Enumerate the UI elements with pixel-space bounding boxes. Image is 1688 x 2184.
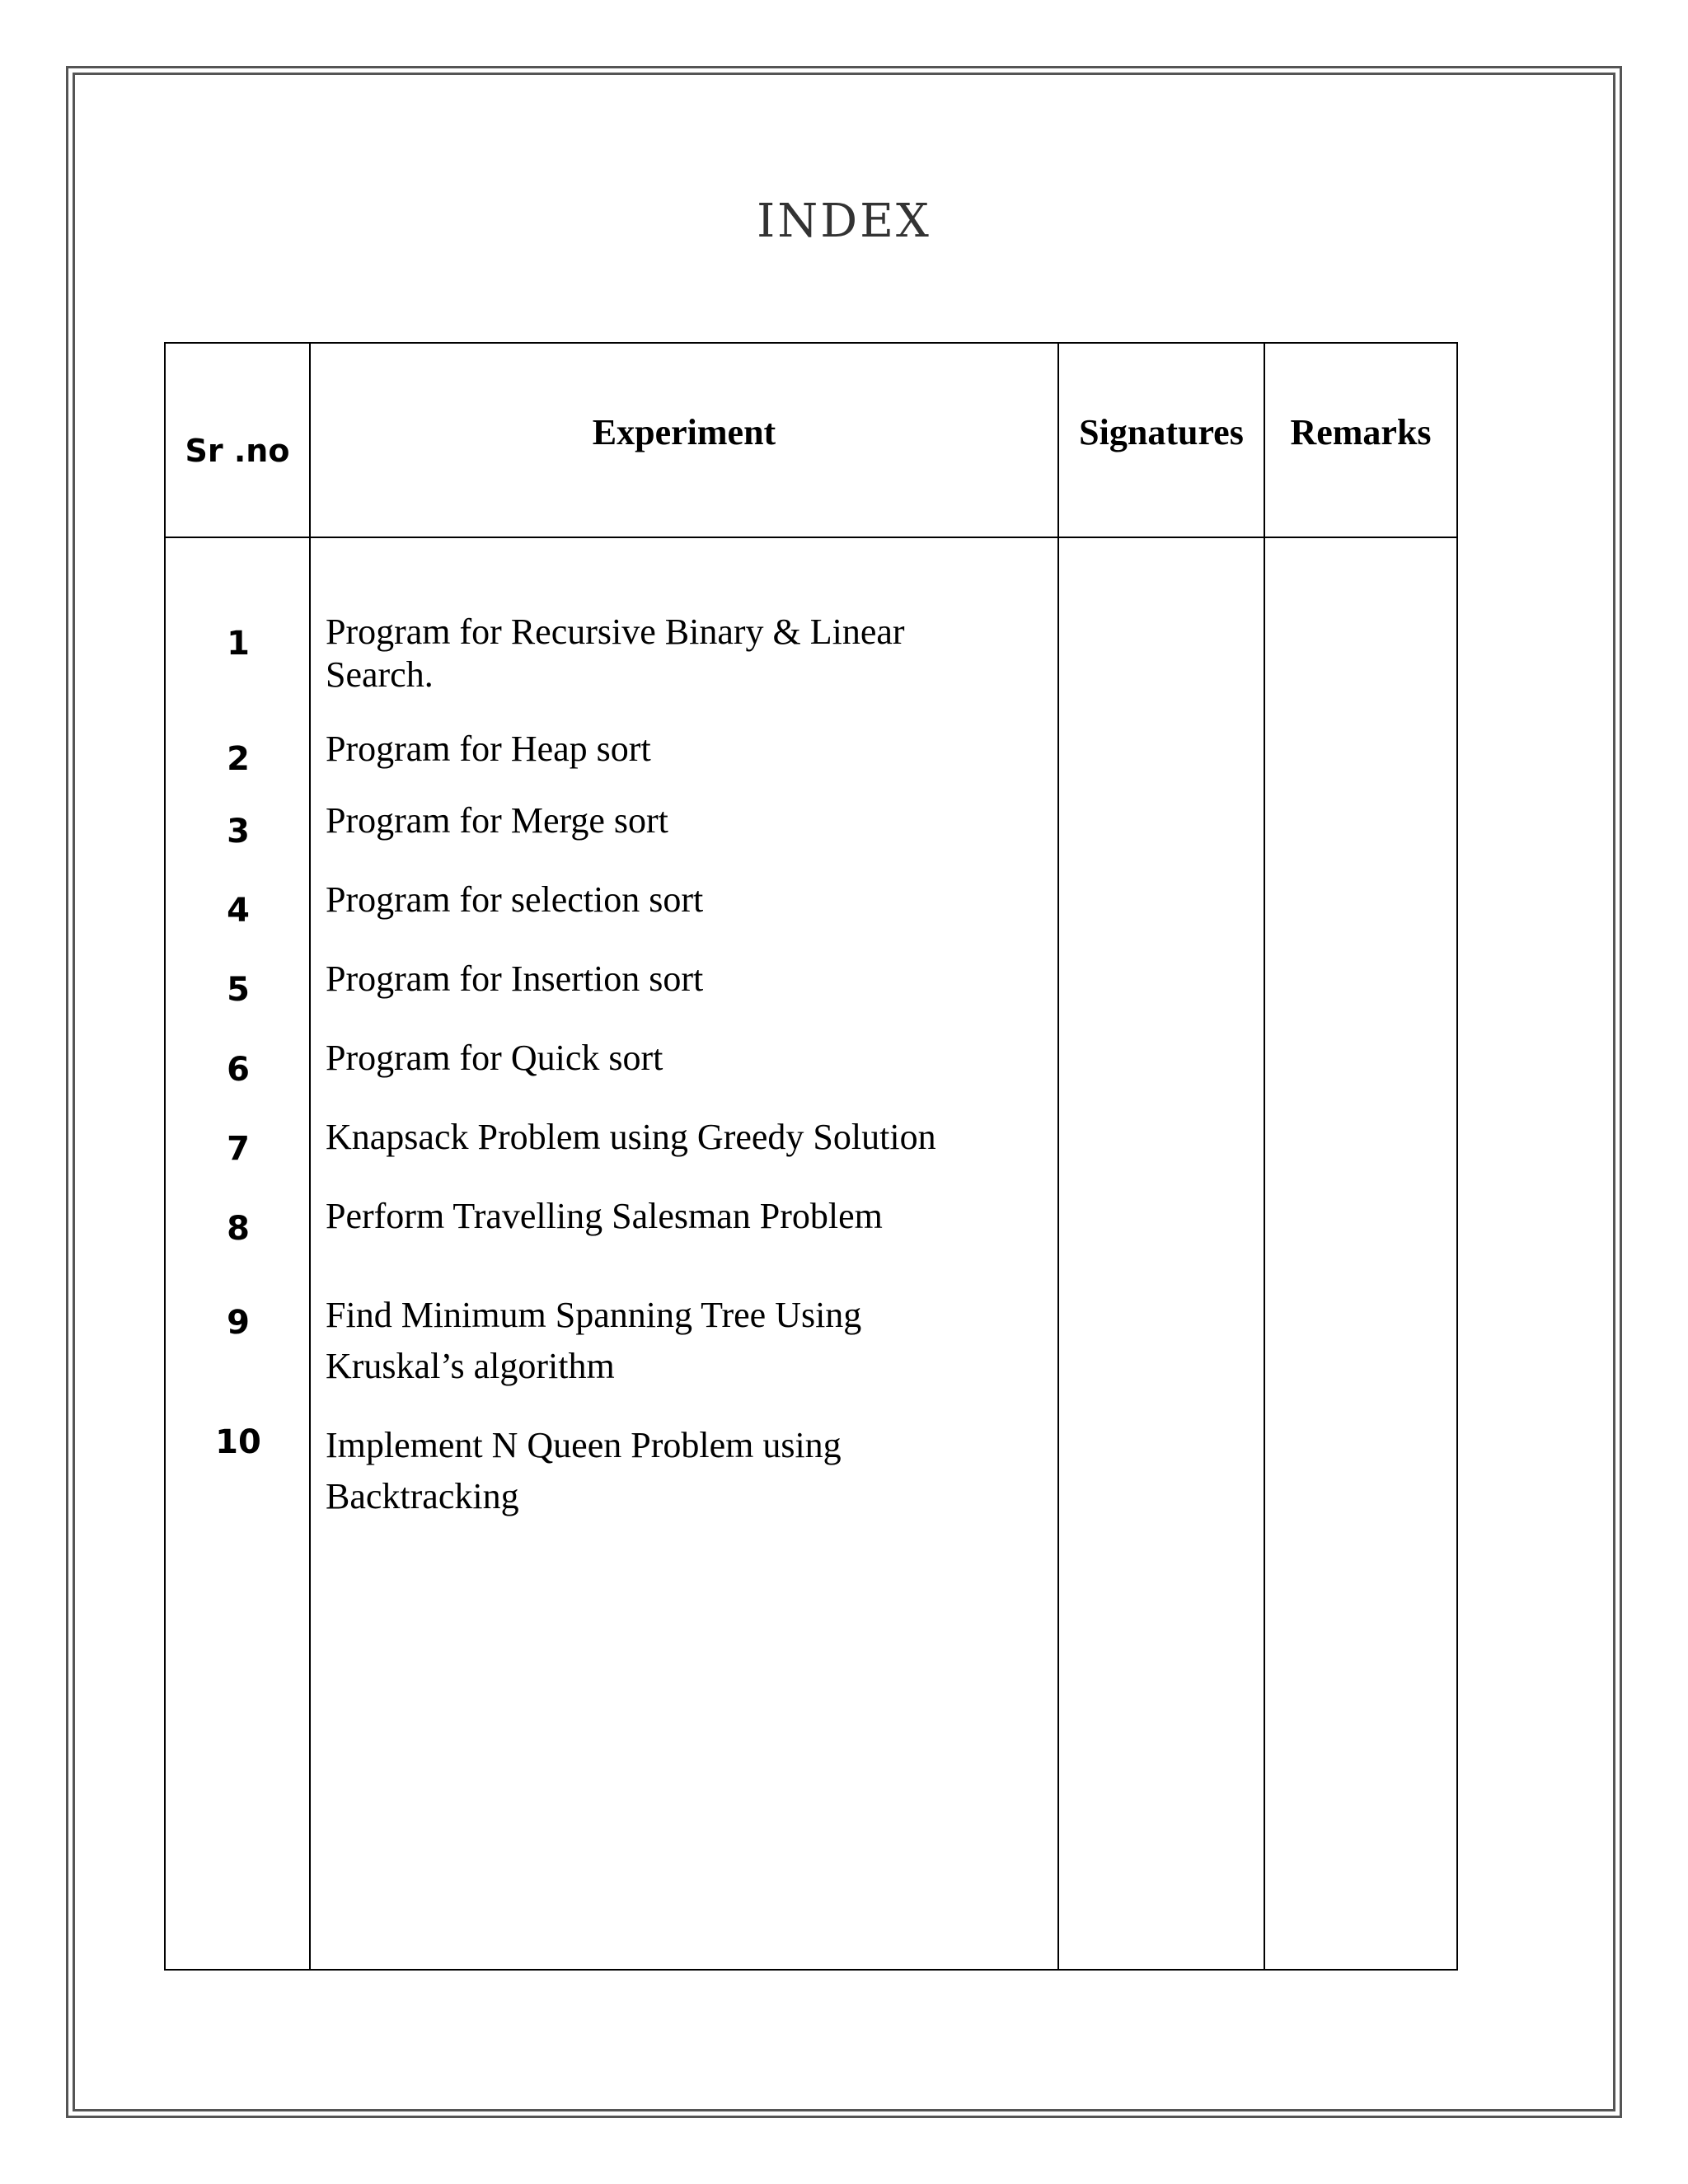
row-number: 9 <box>227 1304 250 1342</box>
row-number: 5 <box>227 971 250 1009</box>
header-signatures: Signatures <box>1058 343 1264 537</box>
experiment-text: Program for Recursive Binary & Linear Search. <box>326 612 905 695</box>
srno-column <box>165 537 310 1970</box>
row-number: 8 <box>227 1210 250 1248</box>
header-srno: Sr .no <box>165 343 310 537</box>
experiment-text: Program for Quick sort <box>326 1038 663 1078</box>
experiment-text: Knapsack Problem using Greedy Solution <box>326 1117 936 1157</box>
row-number: 1 <box>227 625 250 663</box>
table-header-row <box>165 343 1457 537</box>
row-number: 3 <box>227 813 250 851</box>
remarks-column <box>1264 537 1457 1970</box>
experiment-column <box>310 537 1058 1970</box>
experiment-text: Program for selection sort <box>326 879 704 920</box>
header-experiment: Experiment <box>310 343 1058 537</box>
experiment-text: Program for Insertion sort <box>326 958 704 999</box>
experiment-text: Find Minimum Spanning Tree Using Kruskal’s algorithm <box>326 1295 862 1386</box>
signatures-column <box>1058 537 1264 1970</box>
header-remarks: Remarks <box>1264 343 1457 537</box>
experiment-text: Implement N Queen Problem using Backtracking <box>326 1425 842 1516</box>
row-number: 6 <box>227 1051 250 1089</box>
experiment-text: Program for Heap sort <box>326 729 651 769</box>
row-number: 7 <box>227 1130 250 1168</box>
experiment-text: Program for Merge sort <box>326 800 668 841</box>
page-title: INDEX <box>757 194 931 248</box>
table-body-row <box>165 537 1457 1970</box>
row-number: 2 <box>227 740 250 778</box>
row-number: 4 <box>227 892 250 930</box>
index-table <box>164 342 1458 1971</box>
row-number: 10 <box>215 1423 261 1461</box>
experiment-text: Perform Travelling Salesman Problem <box>326 1196 883 1236</box>
